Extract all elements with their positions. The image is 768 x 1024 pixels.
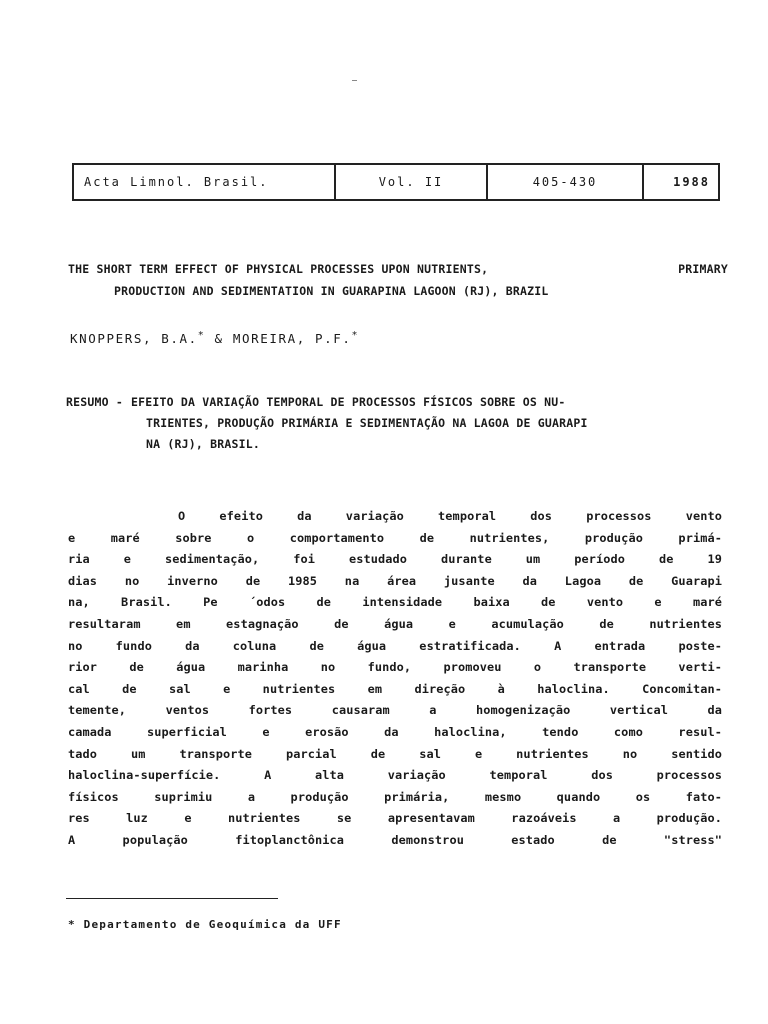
abstract-line: no fundo da coluna de água estratificada. A entrada poste- — [68, 638, 722, 653]
resumo-heading — [66, 392, 728, 455]
citation-journal: Acta Limnol. Brasil. — [74, 165, 336, 199]
title-line-1-left: THE SHORT TERM EFFECT OF PHYSICAL PROCESSES UPON NUTRIENTS, — [68, 262, 489, 276]
title-line-1 — [68, 258, 728, 280]
resumo-line-1 — [66, 392, 728, 413]
abstract-line: rior de água marinha no fundo, promoveu o transporte verti- — [68, 660, 722, 675]
abstract-line: O efeito da variação temporal dos processos vento — [178, 509, 722, 523]
abstract-line: físicos suprimiu a produção primária, mesmo quando os fato- — [68, 789, 722, 804]
paper-title — [68, 258, 728, 302]
abstract-line: na, Brasil. Pe ´odos de intensidade baixa de vento e maré — [68, 595, 722, 610]
abstract-line: res luz e nutrientes se apresentavam razoáveis a produção. — [68, 811, 722, 826]
resumo-text-3: NA (RJ), BRASIL. — [146, 437, 260, 451]
author-separator: & — [214, 331, 224, 347]
resumo-text-2: TRIENTES, PRODUÇÃO PRIMÁRIA E SEDIMENTAÇÃO NA LAGOA DE GUARAPI — [146, 416, 588, 430]
author-1: KNOPPERS, B.A. — [70, 331, 198, 347]
abstract-line: A população fitoplanctônica demonstrou estado de "stress" — [68, 832, 722, 847]
citation-volume: Vol. II — [336, 165, 488, 199]
author-2-mark: * — [351, 330, 360, 341]
abstract-line: e maré sobre o comportamento de nutrientes, produção primá- — [68, 530, 722, 545]
abstract-line: temente, ventos fortes causaram a homogenização vertical da — [68, 703, 722, 718]
abstract-line: camada superficial e erosão da haloclina, tendo como resul- — [68, 724, 722, 739]
citation-pages: 405-430 — [488, 165, 644, 199]
abstract-line: cal de sal e nutrientes em direção à haloclina. Concomitan- — [68, 681, 722, 696]
abstract-body — [68, 506, 722, 852]
resumo-label: RESUMO - — [66, 395, 123, 409]
scan-speck — [352, 80, 357, 81]
citation-year: 1988 — [673, 175, 710, 189]
abstract-line: tado um transporte parcial de sal e nutrientes no sentido — [68, 746, 722, 761]
title-line-1-right: PRIMARY — [678, 262, 728, 276]
footnote: * Departamento de Geoquímica da UFF — [68, 918, 342, 931]
author-list — [70, 330, 359, 346]
abstract-line: haloclina-superfície. A alta variação temporal dos processos — [68, 768, 722, 783]
author-1-mark: * — [197, 330, 206, 341]
citation-box — [72, 163, 720, 201]
resumo-text-1: EFEITO DA VARIAÇÃO TEMPORAL DE PROCESSOS FÍSICOS SOBRE OS NU- — [131, 395, 566, 409]
abstract-line: resultaram em estagnação de água e acumulação de nutrientes — [68, 616, 722, 631]
abstract-line: dias no inverno de 1985 na área jusante da Lagoa de Guarapi — [68, 573, 722, 588]
footnote-rule — [66, 898, 278, 899]
title-line-2: PRODUCTION AND SEDIMENTATION IN GUARAPINA LAGOON (RJ), BRAZIL — [114, 284, 549, 298]
abstract-line: ria e sedimentação, foi estudado durante um período de 19 — [68, 552, 722, 567]
author-2: MOREIRA, P.F. — [232, 331, 352, 347]
